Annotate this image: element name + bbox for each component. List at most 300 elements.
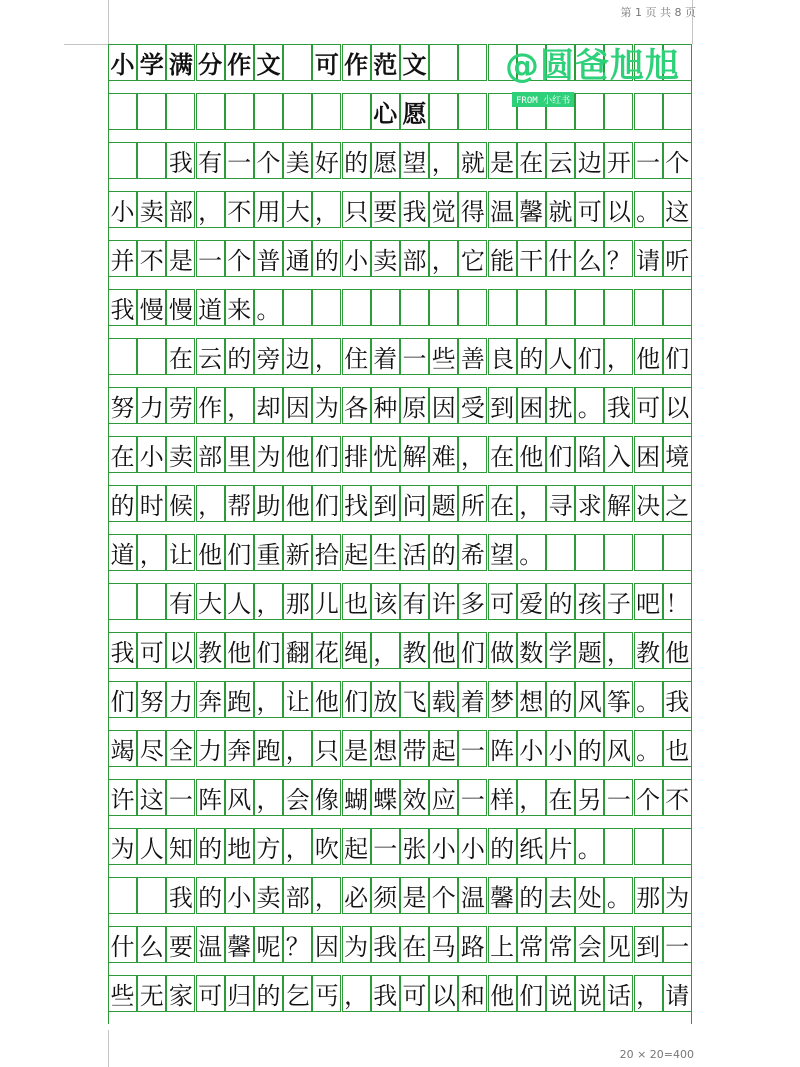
grid-cell: 话	[604, 975, 633, 1012]
grid-cell: 一	[604, 779, 633, 816]
grid-cell: 做	[488, 632, 517, 669]
grid-cell	[634, 828, 663, 865]
grid-row	[108, 877, 692, 926]
grid-cell: 入	[604, 436, 633, 473]
grid-cell	[604, 534, 633, 571]
grid-cell: 这	[137, 779, 166, 816]
grid-cell: 乞	[283, 975, 312, 1012]
grid-cell: ，	[429, 142, 458, 179]
grid-cell: 是	[166, 240, 195, 277]
row-gap	[108, 228, 692, 240]
grid-cell: 是	[342, 730, 371, 767]
grid-cell: 他	[429, 632, 458, 669]
grid-cell: 。	[254, 289, 283, 326]
grid-cell	[312, 289, 341, 326]
grid-cell: 小	[108, 191, 137, 228]
grid-cell: 他	[283, 485, 312, 522]
grid-cell: 希	[458, 534, 487, 571]
grid-cell	[137, 142, 166, 179]
grid-cell: 在	[108, 436, 137, 473]
grid-cell: 个	[429, 877, 458, 914]
grid-cell: 可	[634, 387, 663, 424]
grid-cell: 作	[225, 44, 254, 81]
grid-cell: ？	[604, 240, 633, 277]
grid-cell	[575, 534, 604, 571]
grid-cell: 受	[458, 387, 487, 424]
grid-cell: 云	[196, 338, 225, 375]
grid-cell: 的	[254, 975, 283, 1012]
grid-cell: 么	[137, 926, 166, 963]
grid-cell	[429, 93, 458, 130]
grid-cell: 请	[634, 240, 663, 277]
grid-cell: 大	[196, 583, 225, 620]
grid-cell: 的	[546, 681, 575, 718]
row-gap	[108, 130, 692, 142]
grid-cell: ，	[342, 975, 371, 1012]
grid-cell: 时	[137, 485, 166, 522]
grid-cell: 一	[663, 926, 692, 963]
grid-cell: 那	[283, 583, 312, 620]
grid-cell: 可	[575, 191, 604, 228]
grid-cell: 归	[225, 975, 254, 1012]
grid-cell: 以	[663, 387, 692, 424]
grid-row	[108, 534, 692, 583]
grid-cell: 就	[458, 142, 487, 179]
grid-cell: 因	[283, 387, 312, 424]
grid-cell	[137, 583, 166, 620]
grid-cell: 见	[604, 926, 633, 963]
grid-cell: 样	[488, 779, 517, 816]
grid-cell: 边	[575, 142, 604, 179]
grid-cell: 小	[517, 730, 546, 767]
grid-cell	[575, 93, 604, 130]
grid-cell: 的	[517, 877, 546, 914]
grid-cell: 找	[342, 485, 371, 522]
grid-cell: 。	[517, 534, 546, 571]
grid-cell: 愿	[400, 93, 429, 130]
grid-cell: 马	[429, 926, 458, 963]
grid-cell: 范	[371, 44, 400, 81]
grid-cell: 卖	[137, 191, 166, 228]
grid-row	[108, 681, 692, 730]
grid-cell: 美	[283, 142, 312, 179]
grid-cell: 。	[575, 387, 604, 424]
grid-cell: 到	[634, 926, 663, 963]
grid-cell: 的	[488, 828, 517, 865]
grid-cell: 尽	[137, 730, 166, 767]
grid-cell: 小	[342, 240, 371, 277]
grid-cell: 道	[196, 289, 225, 326]
grid-cell: 梦	[488, 681, 517, 718]
grid-cell: 一	[458, 779, 487, 816]
grid-cell: 儿	[312, 583, 341, 620]
grid-cell: 满	[166, 44, 195, 81]
grid-cell: 部	[196, 436, 225, 473]
grid-cell	[663, 534, 692, 571]
row-gap	[108, 620, 692, 632]
grid-cell: 云	[546, 142, 575, 179]
grid-cell: 请	[663, 975, 692, 1012]
grid-cell: 为	[342, 926, 371, 963]
grid-cell: 们	[312, 436, 341, 473]
grid-cell: 。	[634, 681, 663, 718]
grid-cell	[546, 534, 575, 571]
grid-row	[108, 730, 692, 779]
grid-cell: 解	[400, 436, 429, 473]
grid-cell: 在	[166, 338, 195, 375]
grid-cell: 必	[342, 877, 371, 914]
grid-row	[108, 828, 692, 877]
grid-cell: 常	[517, 926, 546, 963]
grid-cell: 须	[371, 877, 400, 914]
row-gap	[108, 718, 692, 730]
grid-cell: 小	[546, 730, 575, 767]
grid-cell: 题	[575, 632, 604, 669]
grid-cell	[108, 583, 137, 620]
grid-cell: 着	[458, 681, 487, 718]
watermark-source: FROM 小红书	[512, 92, 574, 107]
grid-cell: ，	[371, 632, 400, 669]
grid-cell	[283, 44, 312, 81]
grid-cell: 翻	[283, 632, 312, 669]
grid-cell: 说	[575, 975, 604, 1012]
grid-cell: 望	[400, 142, 429, 179]
grid-cell	[604, 289, 633, 326]
row-gap	[108, 1012, 692, 1024]
grid-cell: 境	[663, 436, 692, 473]
grid-cell: 馨	[225, 926, 254, 963]
grid-cell: 呢	[254, 926, 283, 963]
grid-cell	[108, 877, 137, 914]
row-gap	[108, 767, 692, 779]
grid-cell: 应	[429, 779, 458, 816]
grid-cell: 陷	[575, 436, 604, 473]
grid-cell: 是	[400, 877, 429, 914]
grid-cell	[400, 289, 429, 326]
grid-cell: 得	[458, 191, 487, 228]
grid-cell	[458, 44, 487, 81]
grid-cell: 开	[604, 142, 633, 179]
grid-cell: 们	[108, 681, 137, 718]
grid-cell: 人	[137, 828, 166, 865]
grid-cell: 为	[663, 877, 692, 914]
grid-cell: ，	[196, 191, 225, 228]
grid-cell: 小	[108, 44, 137, 81]
grid-cell: 解	[604, 485, 633, 522]
grid-cell: 我	[108, 632, 137, 669]
grid-cell: 温	[488, 191, 517, 228]
row-gap	[108, 669, 692, 681]
grid-cell: ，	[312, 191, 341, 228]
grid-row	[108, 436, 692, 485]
grid-cell: 力	[166, 681, 195, 718]
grid-cell: 上	[488, 926, 517, 963]
grid-cell: 力	[137, 387, 166, 424]
grid-cell: 丐	[312, 975, 341, 1012]
grid-cell: 他	[312, 681, 341, 718]
grid-cell	[663, 93, 692, 130]
grid-cell: ？	[283, 926, 312, 963]
grid-cell: 忧	[371, 436, 400, 473]
grid-cell: 我	[166, 142, 195, 179]
grid-cell: 部	[166, 191, 195, 228]
grid-cell	[342, 289, 371, 326]
grid-cell: 的	[312, 240, 341, 277]
grid-cell: 们	[575, 338, 604, 375]
grid-cell: 的	[225, 338, 254, 375]
grid-cell: 我	[166, 877, 195, 914]
grid-cell	[225, 93, 254, 130]
row-gap	[108, 865, 692, 877]
grid-row	[108, 583, 692, 632]
grid-cell: 风	[225, 779, 254, 816]
grid-cell: 就	[546, 191, 575, 228]
grid-cell: 要	[166, 926, 195, 963]
grid-cell: 文	[254, 44, 283, 81]
grid-cell: 人	[225, 583, 254, 620]
grid-cell: 跑	[225, 681, 254, 718]
grid-cell: 不	[225, 191, 254, 228]
grid-cell: 以	[604, 191, 633, 228]
grid-row	[108, 240, 692, 289]
grid-cell: 让	[283, 681, 312, 718]
grid-cell: 些	[429, 338, 458, 375]
grid-cell: 因	[429, 387, 458, 424]
grid-cell: 什	[108, 926, 137, 963]
grid-cell: 寻	[546, 485, 575, 522]
grid-cell: 到	[371, 485, 400, 522]
grid-cell: 的	[517, 338, 546, 375]
grid-cell	[604, 93, 633, 130]
crop-mark-bottom-left	[108, 1030, 109, 1067]
grid-cell: 一	[166, 779, 195, 816]
grid-cell: 也	[342, 583, 371, 620]
grid-cell: 可	[400, 975, 429, 1012]
grid-cell	[429, 289, 458, 326]
grid-cell: 教	[634, 632, 663, 669]
grid-cell: 飞	[400, 681, 429, 718]
grid-cell: 吧	[634, 583, 663, 620]
crop-mark-top-left-h	[64, 44, 108, 45]
grid-row	[108, 191, 692, 240]
grid-cell	[137, 93, 166, 130]
grid-cell: 我	[108, 289, 137, 326]
grid-cell: 新	[283, 534, 312, 571]
grid-row	[108, 93, 692, 142]
grid-cell: 来	[225, 289, 254, 326]
grid-cell: 为	[312, 387, 341, 424]
grid-cell: 在	[517, 142, 546, 179]
grid-cell: 可	[137, 632, 166, 669]
grid-cell: 的	[196, 877, 225, 914]
grid-cell: 奔	[225, 730, 254, 767]
grid-cell: 听	[663, 240, 692, 277]
grid-cell: 心	[371, 93, 400, 130]
grid-cell: 拾	[312, 534, 341, 571]
watermark-logo: @圆爸旭旭	[505, 46, 680, 86]
grid-cell: 因	[312, 926, 341, 963]
grid-cell: 载	[429, 681, 458, 718]
grid-cell: 全	[166, 730, 195, 767]
grid-cell: 慢	[166, 289, 195, 326]
grid-cell: 家	[166, 975, 195, 1012]
grid-cell: 们	[546, 436, 575, 473]
grid-cell: 数	[517, 632, 546, 669]
grid-cell: 的	[546, 583, 575, 620]
essay-grid-sheet	[108, 44, 692, 1024]
grid-cell: 片	[546, 828, 575, 865]
grid-cell: 的	[575, 730, 604, 767]
grid-cell	[634, 93, 663, 130]
grid-cell: 道	[108, 534, 137, 571]
grid-cell	[137, 877, 166, 914]
grid-cell: 好	[312, 142, 341, 179]
grid-cell: 馨	[488, 877, 517, 914]
grid-cell: 吹	[312, 828, 341, 865]
grid-cell: 望	[488, 534, 517, 571]
grid-cell: 卖	[166, 436, 195, 473]
grid-cell: 作	[342, 44, 371, 81]
grid-row	[108, 338, 692, 387]
grid-cell: 纸	[517, 828, 546, 865]
grid-cell: 绳	[342, 632, 371, 669]
grid-cell: ，	[283, 828, 312, 865]
grid-cell: 着	[371, 338, 400, 375]
grid-cell: 在	[400, 926, 429, 963]
grid-cell: 教	[400, 632, 429, 669]
grid-cell: 学	[137, 44, 166, 81]
grid-row	[108, 289, 692, 338]
grid-cell: 。	[575, 828, 604, 865]
grid-cell: 们	[458, 632, 487, 669]
grid-cell: 个	[225, 240, 254, 277]
grid-cell	[604, 828, 633, 865]
grid-cell: 他	[283, 436, 312, 473]
grid-cell: 善	[458, 338, 487, 375]
grid-row	[108, 485, 692, 534]
grid-cell: ，	[137, 534, 166, 571]
grid-cell: 。	[604, 877, 633, 914]
grid-cell	[283, 289, 312, 326]
grid-cell: 这	[663, 191, 692, 228]
grid-cell: 要	[371, 191, 400, 228]
grid-cell: 们	[254, 632, 283, 669]
grid-cell: 良	[488, 338, 517, 375]
grid-cell: 知	[166, 828, 195, 865]
grid-cell: 跑	[254, 730, 283, 767]
grid-row	[108, 926, 692, 975]
grid-cell: 竭	[108, 730, 137, 767]
grid-cell: 只	[312, 730, 341, 767]
grid-cell: 有	[400, 583, 429, 620]
grid-cell: 张	[400, 828, 429, 865]
grid-cell: 边	[283, 338, 312, 375]
grid-cell: ，	[312, 877, 341, 914]
row-gap	[108, 473, 692, 485]
grid-cell: 们	[663, 338, 692, 375]
grid-cell: 什	[546, 240, 575, 277]
grid-cell	[108, 142, 137, 179]
grid-cell: 在	[488, 436, 517, 473]
grid-cell: 部	[283, 877, 312, 914]
grid-cell: 奔	[196, 681, 225, 718]
row-gap	[108, 179, 692, 191]
grid-cell: 带	[400, 730, 429, 767]
grid-cell: 原	[400, 387, 429, 424]
grid-cell	[196, 93, 225, 130]
row-gap	[108, 963, 692, 975]
grid-cell: ，	[254, 779, 283, 816]
grid-cell: 以	[166, 632, 195, 669]
grid-cell: 起	[342, 534, 371, 571]
grid-cell	[371, 289, 400, 326]
grid-cell: 有	[166, 583, 195, 620]
grid-cell: 筝	[604, 681, 633, 718]
grid-cell: 教	[196, 632, 225, 669]
grid-cell: 努	[137, 681, 166, 718]
grid-cell	[546, 289, 575, 326]
grid-cell: 是	[488, 142, 517, 179]
grid-cell: 干	[517, 240, 546, 277]
grid-cell: 无	[137, 975, 166, 1012]
grid-cell: 花	[312, 632, 341, 669]
grid-cell: 蝴	[342, 779, 371, 816]
grid-cell: 里	[225, 436, 254, 473]
grid-cell: ，	[604, 338, 633, 375]
grid-cell: ，	[429, 240, 458, 277]
grid-cell: 该	[371, 583, 400, 620]
grid-cell: 小	[429, 828, 458, 865]
grid-cell: 们	[225, 534, 254, 571]
grid-cell: 另	[575, 779, 604, 816]
grid-cell: 有	[196, 142, 225, 179]
grid-cell: 我	[400, 191, 429, 228]
grid-row	[108, 632, 692, 681]
grid-cell	[254, 93, 283, 130]
grid-cell: 帮	[225, 485, 254, 522]
grid-cell: 们	[312, 485, 341, 522]
grid-cell: 生	[371, 534, 400, 571]
grid-cell: 并	[108, 240, 137, 277]
grid-cell: 劳	[166, 387, 195, 424]
grid-cell: 地	[225, 828, 254, 865]
grid-cell: 起	[342, 828, 371, 865]
grid-cell: 所	[458, 485, 487, 522]
grid-cell: 作	[196, 387, 225, 424]
grid-cell: 候	[166, 485, 195, 522]
grid-cell: 可	[488, 583, 517, 620]
grid-cell: 只	[342, 191, 371, 228]
grid-cell: 起	[429, 730, 458, 767]
row-gap	[108, 522, 692, 534]
grid-cell: ，	[458, 436, 487, 473]
grid-cell: 卖	[254, 877, 283, 914]
grid-cell: 的	[429, 534, 458, 571]
grid-cell: 也	[663, 730, 692, 767]
grid-cell	[108, 93, 137, 130]
grid-cell: 问	[400, 485, 429, 522]
grid-cell: 助	[254, 485, 283, 522]
grid-cell	[137, 338, 166, 375]
grid-cell: 在	[546, 779, 575, 816]
grid-cell: 个	[663, 142, 692, 179]
grid-cell: 决	[634, 485, 663, 522]
grid-cell: 风	[604, 730, 633, 767]
grid-cell: 种	[371, 387, 400, 424]
grid-cell: 效	[400, 779, 429, 816]
row-gap	[108, 326, 692, 338]
grid-cell: 一	[458, 730, 487, 767]
